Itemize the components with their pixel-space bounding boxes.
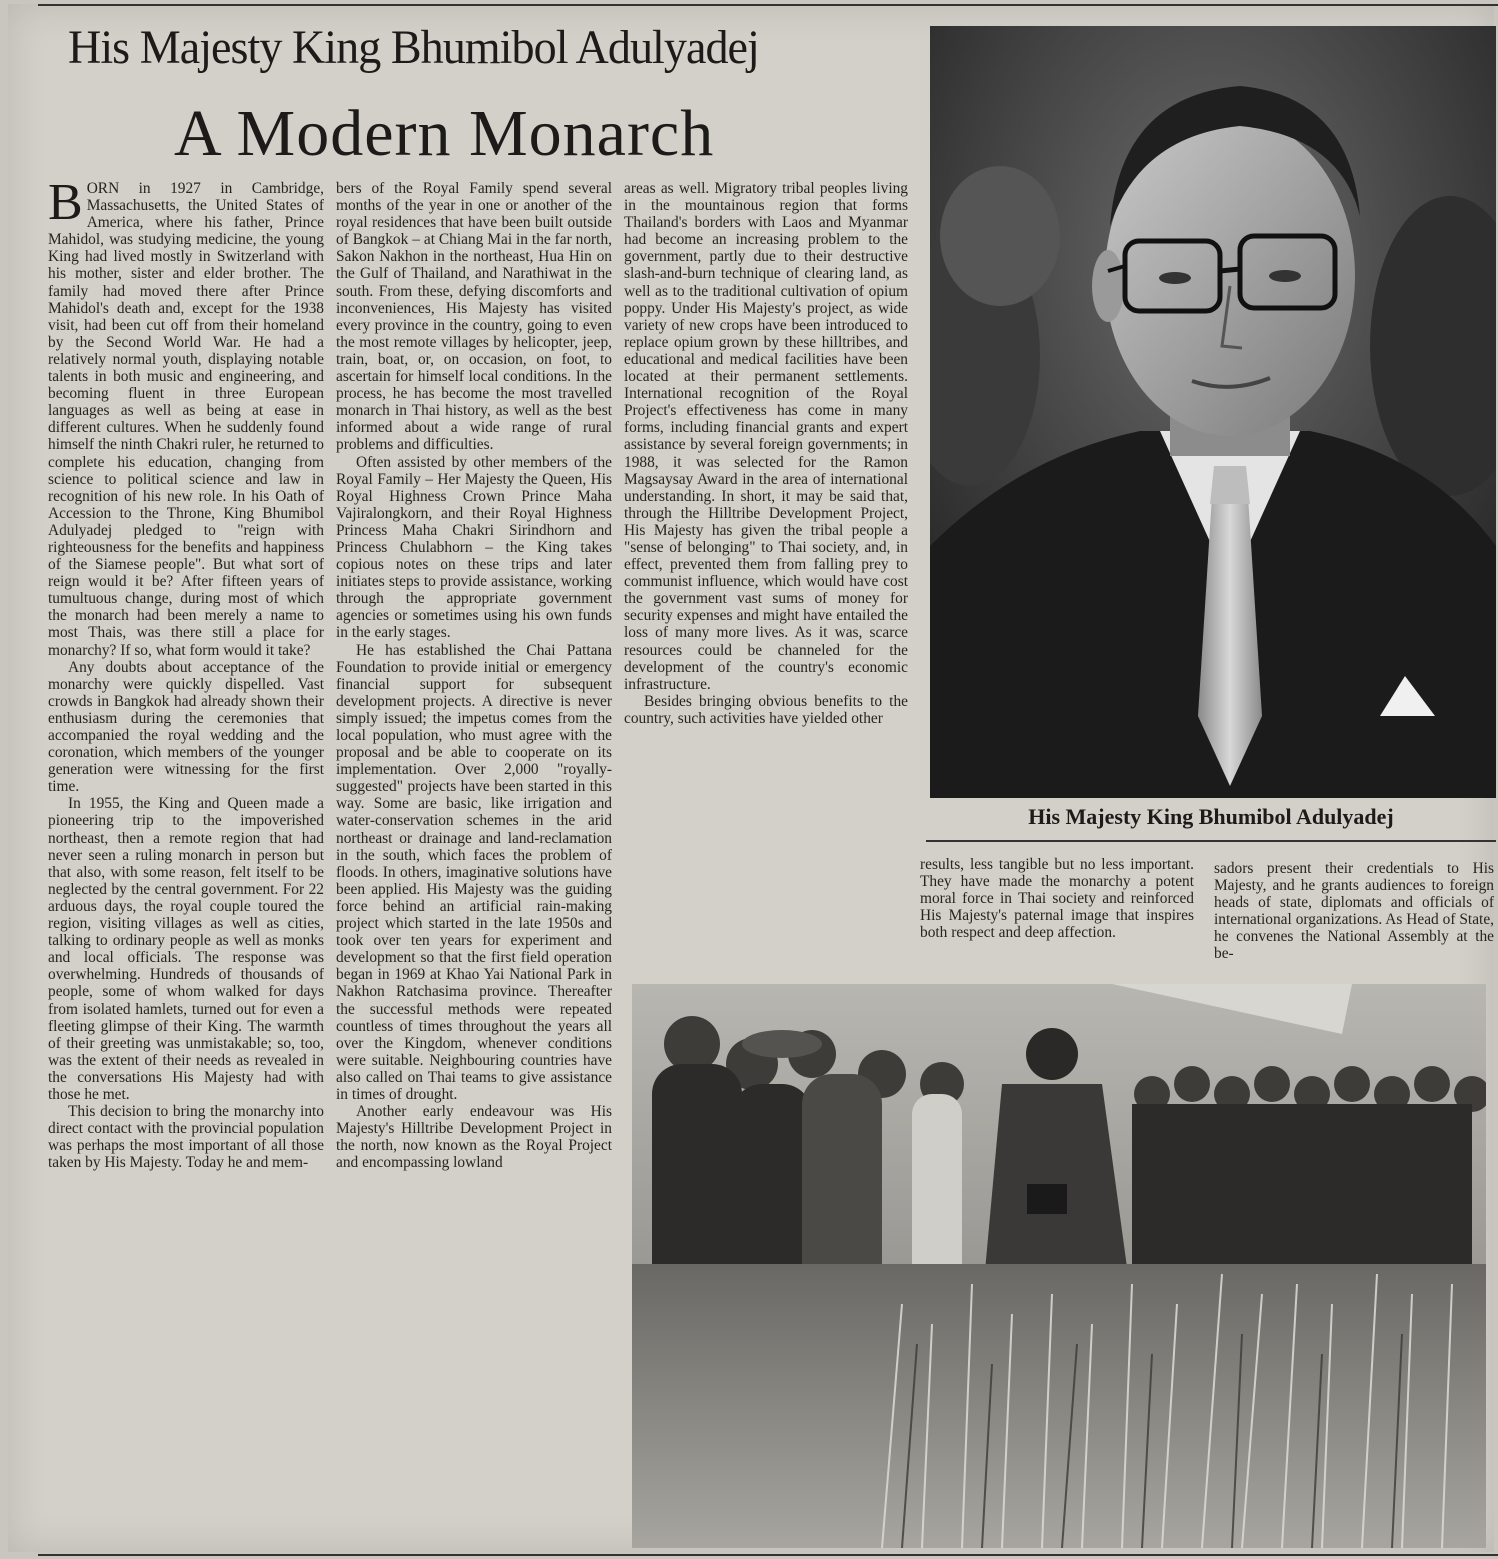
article-column-4 <box>920 856 1194 982</box>
paragraph: bers of the Royal Family spend several months of the year in one or another of the royal residences that have been built outside of Bangkok – at Chiang Mai in the far north, Sakon Nakhon in the northeast, Hua Hin on the Gulf of Thailand, and Narathiwat in the south. From these, defying discomforts and inconveniences, His Majesty has visited every province in the country, going to even the most remote villages by helicopter, jeep, train, boat, or, on occasion, on foot, to ascertain for himself local conditions. In the process, he has become the most travelled monarch in Thai history, as well as the best informed about a wide range of rural problems and difficulties. <box>336 180 612 454</box>
newspaper-page <box>8 4 1494 1552</box>
paragraph: areas as well. Migratory tribal peoples living in the mountainous region that forms Thailand's borders with Laos and Myanmar had become an increasing problem to the government, partly due to their destructive slash-and-burn technique of clearing land, as well as to the traditional cultivation of opium poppy. Under His Majesty's project, as wide variety of new crops have been introduced to replace opium grown by these hilltribes, and educational and medical facilities have been located at their permanent settlements. International recognition of the Royal Project's effectiveness has come in many forms, including financial grants and expert assistance by several foreign governments; in 1988, it was selected for the Ramon Magsaysay Award in the area of international understanding. In short, it may be said that, through the Hilltribe Development Project, His Majesty has given the tribal people a "sense of belonging" to Thai society, and, in effect, prevented them from falling prey to communist influence, which would have cost the government vast sums of money for security expenses and might have entailed the loss of many more lives. As it was, scarce resources could be channeled for the development of the country's economic infrastructure. <box>624 180 908 693</box>
paragraph: He has established the Chai Pattana Foundation to provide initial or emergency financial support for subsequent development projects. A directive is never simply issued; the impetus comes from the local population, who must agree with the proposal and be able to cooperate on its implementation. Over 2,000 "royally-suggested" projects have been started in this way. Some are basic, like irrigation and water-conservation schemes in the arid northeast or drainage and land-reclamation in the south, which faces the problem of floods. In others, imaginative solutions have been applied. His Majesty was the guiding force behind an artificial rain-making project which started in the late 1950s and took over ten years for experiment and development so that the first field operation began in 1969 at Khao Yai National Park in Nakhon Ratchasima province. Thereafter the successful methods were repeated countless of times throughout the years all over the Kingdom, whenever conditions were suitable. Neighbouring countries have also called on Thai teams to give assistance in times of drought. <box>336 641 612 1103</box>
paragraph: In 1955, the King and Queen made a pioneering trip to the impoverished northeast, then a remote region that had never seen a ruling monarch in person but that also, with some reason, felt itself to be neglected by the central government. For 22 arduous days, the royal couple toured the region, visiting villages as well as cities, talking to ordinary people as well as monks and local officials. The response was overwhelming. Hundreds of thousands of people, some of whom walked for days from isolated hamlets, turned out for even a fleeting glimpse of their King. The warmth of their greeting was unmistakable; so, too, was the extent of their needs as revealed in the conversations His Majesty had with those he met. <box>48 795 324 1103</box>
article-column-5 <box>1214 860 1494 982</box>
photo-caption: His Majesty King Bhumibol Adulyadej <box>1028 804 1394 829</box>
paragraph <box>48 180 324 659</box>
paragraph: sadors present their credentials to His Majesty, and he grants audiences to foreign heads of state, diplomats and officials of international organizations. As Head of State, he convenes the National Assembly at the be- <box>1214 860 1494 963</box>
paragraph: results, less tangible but no less important. They have made the monarchy a potent moral force in Thai society and reinforced His Majesty's paternal image that inspires both respect and deep affection. <box>920 856 1194 942</box>
portrait-photo <box>930 26 1496 798</box>
caption-rule <box>926 840 1496 842</box>
paragraph: Besides bringing obvious benefits to the country, such activities have yielded other <box>624 692 908 727</box>
field-visit-photo <box>632 984 1486 1548</box>
paragraph: Any doubts about acceptance of the monarchy were quickly dispelled. Vast crowds in Bangkok had already shown their enthusiasm during the ceremonies that accompanied the royal wedding and the coronation, which members of the younger generation were witnessing for the first time. <box>48 658 324 796</box>
article-column-1 <box>48 180 324 1550</box>
headline-line2: A Modern Monarch <box>174 97 715 170</box>
paragraph: Another early endeavour was His Majesty's Hilltribe Development Project in the north, now known as the Royal Project and encompassing lowland <box>336 1103 612 1172</box>
dropcap: B <box>48 180 83 231</box>
headline-line1: His Majesty King Bhumibol Adulyadej <box>68 21 759 74</box>
top-rule <box>38 4 1498 6</box>
article-column-2 <box>336 180 612 1550</box>
paragraph: This decision to bring the monarchy into direct contact with the provincial population was perhaps the most important of all those taken by His Majesty. Today he and mem- <box>48 1103 324 1172</box>
article-column-3 <box>624 180 908 980</box>
bottom-rule <box>38 1554 1498 1556</box>
paragraph: Often assisted by other members of the Royal Family – Her Majesty the Queen, His Royal Highness Crown Prince Maha Vajiralongkorn, and their Royal Highness Princess Maha Chakri Sirindhorn and Princess Chulabhorn – the King takes copious notes on these trips and later initiates steps to provide assistance, working through the appropriate government agencies or sometimes using his own funds in the early stages. <box>336 453 612 642</box>
paragraph-text: ORN in 1927 in Cambridge, Massachusetts, the United States of America, where his father, Prince Mahidol, was studying medicine, the young King had lived mostly in Switzerland with his mother, sister and elder brother. The family had moved there after Prince Mahidol's death and, except for the 1938 visit, had been cut off from their homeland by the Second World War. He had a relatively normal youth, displaying notable talents in both music and engineering, and becoming fluent in three European languages as well as being at ease in different cultures. When he suddenly found himself the ninth Chakri ruler, he returned to complete his education, changing from science to political science and law in recognition of his new role. In his Oath of Accession to the Throne, King Bhumibol Adulyadej pledged to "reign with righteousness for the benefits and happiness of the Siamese people". But what sort of reign would it be? After fifteen years of tumultuous change, during most of which the monarch had been merely a name to most Thais, was there still a place for monarchy? If so, what form would it take? <box>48 180 324 659</box>
